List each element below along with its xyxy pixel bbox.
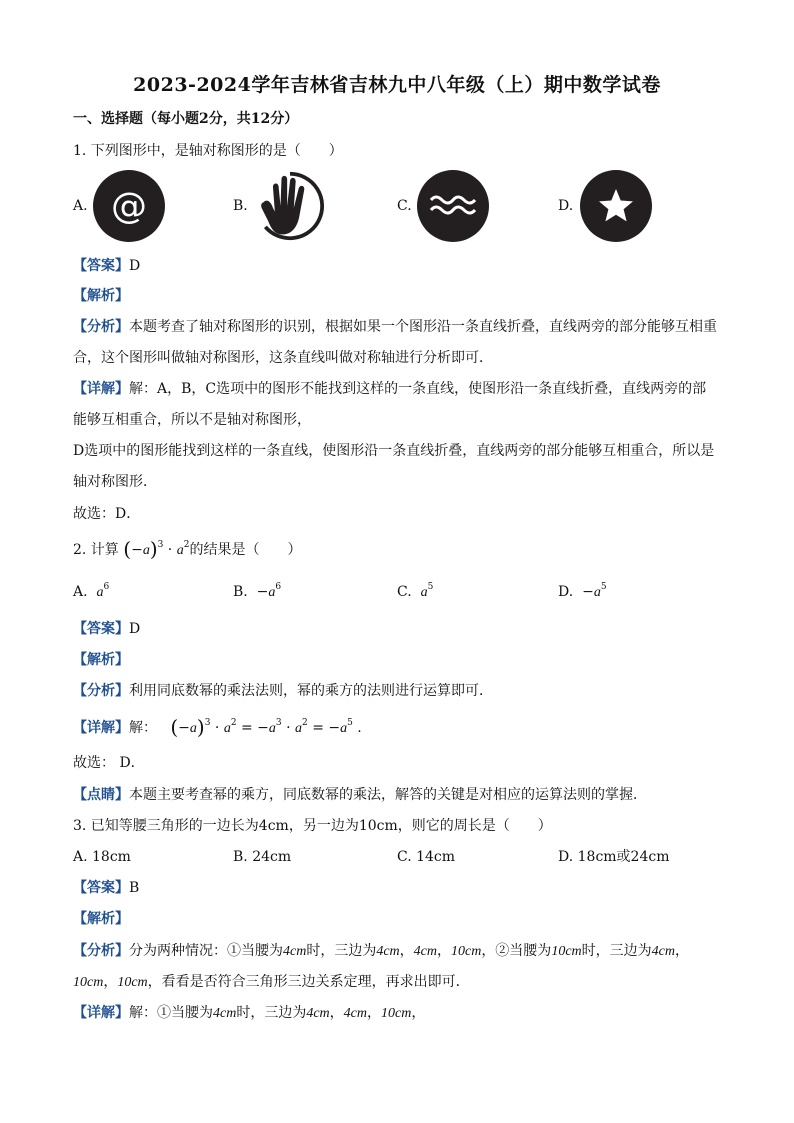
q2-expression: $(-a)^3 \cdot a^2$ — [123, 537, 190, 561]
q1-fenxi-1: 【分析】本题考查了轴对称图形的识别，根据如果一个图形沿一条直线折叠，直线两旁的部分能够互相重 — [73, 319, 717, 335]
q2-fenxi: 【分析】利用同底数幂的乘法法则，幂的乘方的法则进行运算即可． — [73, 683, 493, 699]
q1-option-a-label: A. — [73, 198, 88, 214]
svg-text:@: @ — [111, 186, 147, 227]
q2-option-a: A. $a^6$ — [73, 582, 110, 600]
q3-answer: 【答案】B — [73, 880, 140, 896]
q1-option-b-label: B. — [233, 198, 248, 214]
q1-option-d-label: D. — [558, 198, 574, 214]
q3-detail-1: 【详解】解：①当腰为4cm时，三边为4cm，4cm，10cm， — [73, 1005, 426, 1021]
waves-icon — [417, 170, 489, 242]
q1-detail-4: 轴对称图形． — [73, 474, 157, 490]
q3-option-d: D. 18cm或24cm — [558, 849, 670, 865]
q1-stem: 1. 下列图形中，是轴对称图形的是（ ） — [73, 143, 343, 159]
q2-option-d: D. $-a^5$ — [558, 582, 607, 600]
q3-option-a: A. 18cm — [73, 849, 131, 865]
section-heading: 一、选择题（每小题2分，共12分） — [73, 111, 299, 127]
q1-conclusion: 故选：D． — [73, 506, 141, 522]
q1-detail-1: 【详解】解：A，B，C选项中的图形不能找到这样的一条直线，使图形沿一条直线折叠，直线两旁的部 — [73, 381, 707, 397]
q3-fenxi-2: 10cm，10cm，看看是否符合三角形三边关系定理，再求出即可． — [73, 974, 470, 990]
q2-answer: 【答案】D — [73, 621, 141, 637]
q1-fenxi-2: 合，这个图形叫做轴对称图形，这条直线叫做对称轴进行分析即可． — [73, 350, 493, 366]
q2-detail-formula: $(-a)^3 \cdot a^2 = -a^3 \cdot a^2 = -a^5$ . — [170, 715, 362, 739]
at-sign-icon — [93, 170, 165, 242]
q3-stem: 3. 已知等腰三角形的一边长为4cm，另一边为10cm，则它的周长是（ ） — [73, 818, 552, 834]
q1-option-c-label: C. — [397, 198, 412, 214]
q3-option-c: C. 14cm — [397, 849, 456, 865]
q3-option-b: B. 24cm — [233, 849, 292, 865]
q2-conclusion: 故选： D． — [73, 755, 145, 771]
q1-detail-2: 能够互相重合，所以不是轴对称图形， — [73, 412, 311, 428]
q2-option-c: C. $a^5$ — [397, 582, 434, 600]
q3-fenxi-1: 【分析】分为两种情况：①当腰为4cm时，三边为4cm，4cm，10cm，②当腰为10cm时，三边为4cm， — [73, 943, 689, 959]
q2-option-b: B. $-a^6$ — [233, 582, 282, 600]
q1-analysis-heading: 【解析】 — [73, 288, 129, 304]
star-icon — [580, 170, 652, 242]
q2-stem: 2. 计算 $(-a)^3 \cdot a^2$的结果是（ ） — [73, 537, 302, 561]
q2-dianjing: 【点睛】本题主要考查幂的乘方，同底数幂的乘法，解答的关键是对相应的运算法则的掌握． — [73, 787, 647, 803]
q3-analysis-heading: 【解析】 — [73, 911, 129, 927]
hand-icon — [252, 170, 328, 242]
q2-detail: 【详解】解： $(-a)^3 \cdot a^2 = -a^3 \cdot a^2 = -a^5$ . — [73, 715, 362, 739]
page-title: 2023-2024学年吉林省吉林九中八年级（上）期中数学试卷 — [133, 74, 661, 96]
q2-analysis-heading: 【解析】 — [73, 652, 129, 668]
q1-detail-3: D选项中的图形能找到这样的一条直线，使图形沿一条直线折叠，直线两旁的部分能够互相重合，所以是 — [73, 443, 715, 459]
q1-answer: 【答案】D — [73, 258, 141, 274]
